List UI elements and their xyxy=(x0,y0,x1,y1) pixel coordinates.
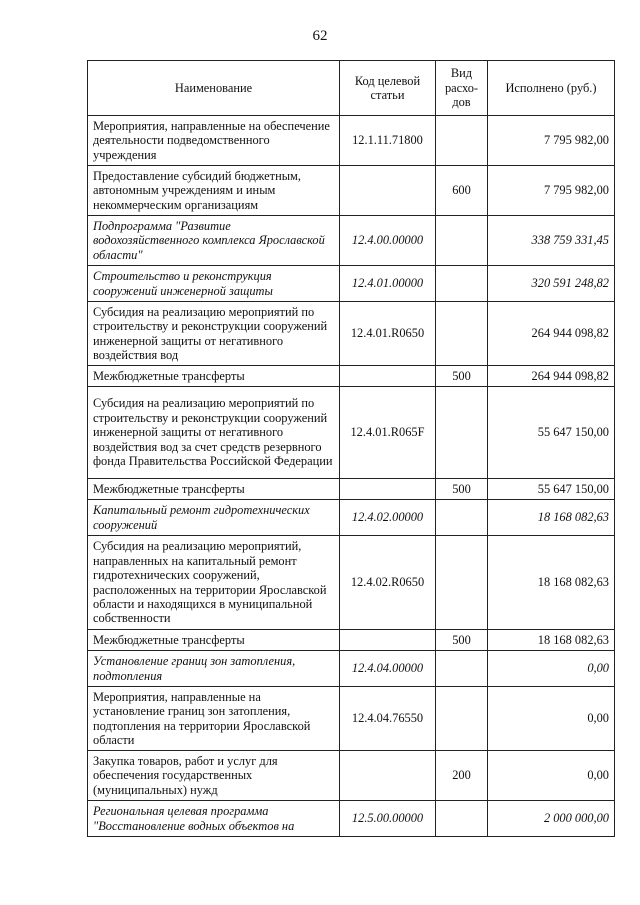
cell-amount: 0,00 xyxy=(488,687,615,751)
cell-amount: 18 168 082,63 xyxy=(488,500,615,536)
header-type: Вид расхо-дов xyxy=(436,61,488,116)
table-header-row xyxy=(88,61,615,116)
cell-type: 200 xyxy=(436,751,488,801)
cell-code: 12.1.11.71800 xyxy=(340,116,436,166)
cell-type: 500 xyxy=(436,479,488,500)
cell-name: Субсидия на реализацию мероприятий, направленных на капитальный ремонт гидротехнических сооружений, расположенных на территории Ярославской области и находящихся в муниципальной собственности xyxy=(88,536,340,630)
header-code: Код целевой статьи xyxy=(340,61,436,116)
cell-type xyxy=(436,387,488,479)
cell-code xyxy=(340,751,436,801)
cell-amount: 55 647 150,00 xyxy=(488,479,615,500)
cell-name: Мероприятия, направленные на установление границ зон затопления, подтопления на территории Ярославской области xyxy=(88,687,340,751)
cell-type xyxy=(436,536,488,630)
table-row xyxy=(88,751,615,801)
cell-amount: 0,00 xyxy=(488,751,615,801)
table-row xyxy=(88,366,615,387)
cell-amount: 0,00 xyxy=(488,651,615,687)
cell-type xyxy=(436,116,488,166)
cell-amount: 338 759 331,45 xyxy=(488,216,615,266)
cell-type xyxy=(436,801,488,837)
cell-name: Субсидия на реализацию мероприятий по строительству и реконструкции сооружений инженерной защиты от негативного воздействия вод за счет средств резервного фонда Правительства Российской Федерации xyxy=(88,387,340,479)
table-row xyxy=(88,216,615,266)
cell-name: Субсидия на реализацию мероприятий по строительству и реконструкции сооружений инженерной защиты от негативного воздействия вод xyxy=(88,302,340,366)
header-amount: Исполнено (руб.) xyxy=(488,61,615,116)
table-row xyxy=(88,116,615,166)
cell-type xyxy=(436,302,488,366)
budget-table xyxy=(87,60,615,837)
cell-amount: 18 168 082,63 xyxy=(488,536,615,630)
table-row xyxy=(88,500,615,536)
cell-name: Региональная целевая программа "Восстановление водных объектов на xyxy=(88,801,340,837)
cell-code: 12.4.00.00000 xyxy=(340,216,436,266)
cell-code: 12.4.04.76550 xyxy=(340,687,436,751)
cell-code xyxy=(340,630,436,651)
cell-amount: 55 647 150,00 xyxy=(488,387,615,479)
cell-name: Капитальный ремонт гидротехнических сооружений xyxy=(88,500,340,536)
page-number: 62 xyxy=(312,28,328,44)
cell-type xyxy=(436,216,488,266)
cell-amount: 2 000 000,00 xyxy=(488,801,615,837)
cell-type: 500 xyxy=(436,630,488,651)
table-row xyxy=(88,687,615,751)
cell-code: 12.4.02.R0650 xyxy=(340,536,436,630)
cell-type: 600 xyxy=(436,166,488,216)
cell-name: Установление границ зон затопления, подтопления xyxy=(88,651,340,687)
table-row xyxy=(88,801,615,837)
cell-code: 12.4.04.00000 xyxy=(340,651,436,687)
table-row xyxy=(88,266,615,302)
cell-amount: 264 944 098,82 xyxy=(488,366,615,387)
cell-amount: 320 591 248,82 xyxy=(488,266,615,302)
cell-code: 12.5.00.00000 xyxy=(340,801,436,837)
cell-amount: 264 944 098,82 xyxy=(488,302,615,366)
cell-name: Подпрограмма "Развитие водохозяйственного комплекса Ярославской области" xyxy=(88,216,340,266)
cell-type: 500 xyxy=(436,366,488,387)
cell-amount: 7 795 982,00 xyxy=(488,116,615,166)
cell-amount: 7 795 982,00 xyxy=(488,166,615,216)
cell-code: 12.4.02.00000 xyxy=(340,500,436,536)
cell-type xyxy=(436,500,488,536)
cell-name: Межбюджетные трансферты xyxy=(88,366,340,387)
table-row xyxy=(88,479,615,500)
cell-code xyxy=(340,166,436,216)
cell-name: Закупка товаров, работ и услуг для обеспечения государственных (муниципальных) нужд xyxy=(88,751,340,801)
cell-code: 12.4.01.R0650 xyxy=(340,302,436,366)
header-name: Наименование xyxy=(88,61,340,116)
cell-name: Межбюджетные трансферты xyxy=(88,479,340,500)
table-row xyxy=(88,536,615,630)
cell-amount: 18 168 082,63 xyxy=(488,630,615,651)
cell-code: 12.4.01.00000 xyxy=(340,266,436,302)
table-row xyxy=(88,387,615,479)
table-row xyxy=(88,630,615,651)
cell-type xyxy=(436,266,488,302)
cell-name: Межбюджетные трансферты xyxy=(88,630,340,651)
table-row xyxy=(88,166,615,216)
cell-name: Мероприятия, направленные на обеспечение деятельности подведомственного учреждения xyxy=(88,116,340,166)
cell-type xyxy=(436,687,488,751)
cell-code xyxy=(340,366,436,387)
cell-name: Строительство и реконструкция сооружений инженерной защиты xyxy=(88,266,340,302)
cell-name: Предоставление субсидий бюджетным, автономным учреждениям и иным некоммерческим организациям xyxy=(88,166,340,216)
cell-code xyxy=(340,479,436,500)
table-row xyxy=(88,302,615,366)
cell-code: 12.4.01.R065F xyxy=(340,387,436,479)
cell-type xyxy=(436,651,488,687)
table-row xyxy=(88,651,615,687)
